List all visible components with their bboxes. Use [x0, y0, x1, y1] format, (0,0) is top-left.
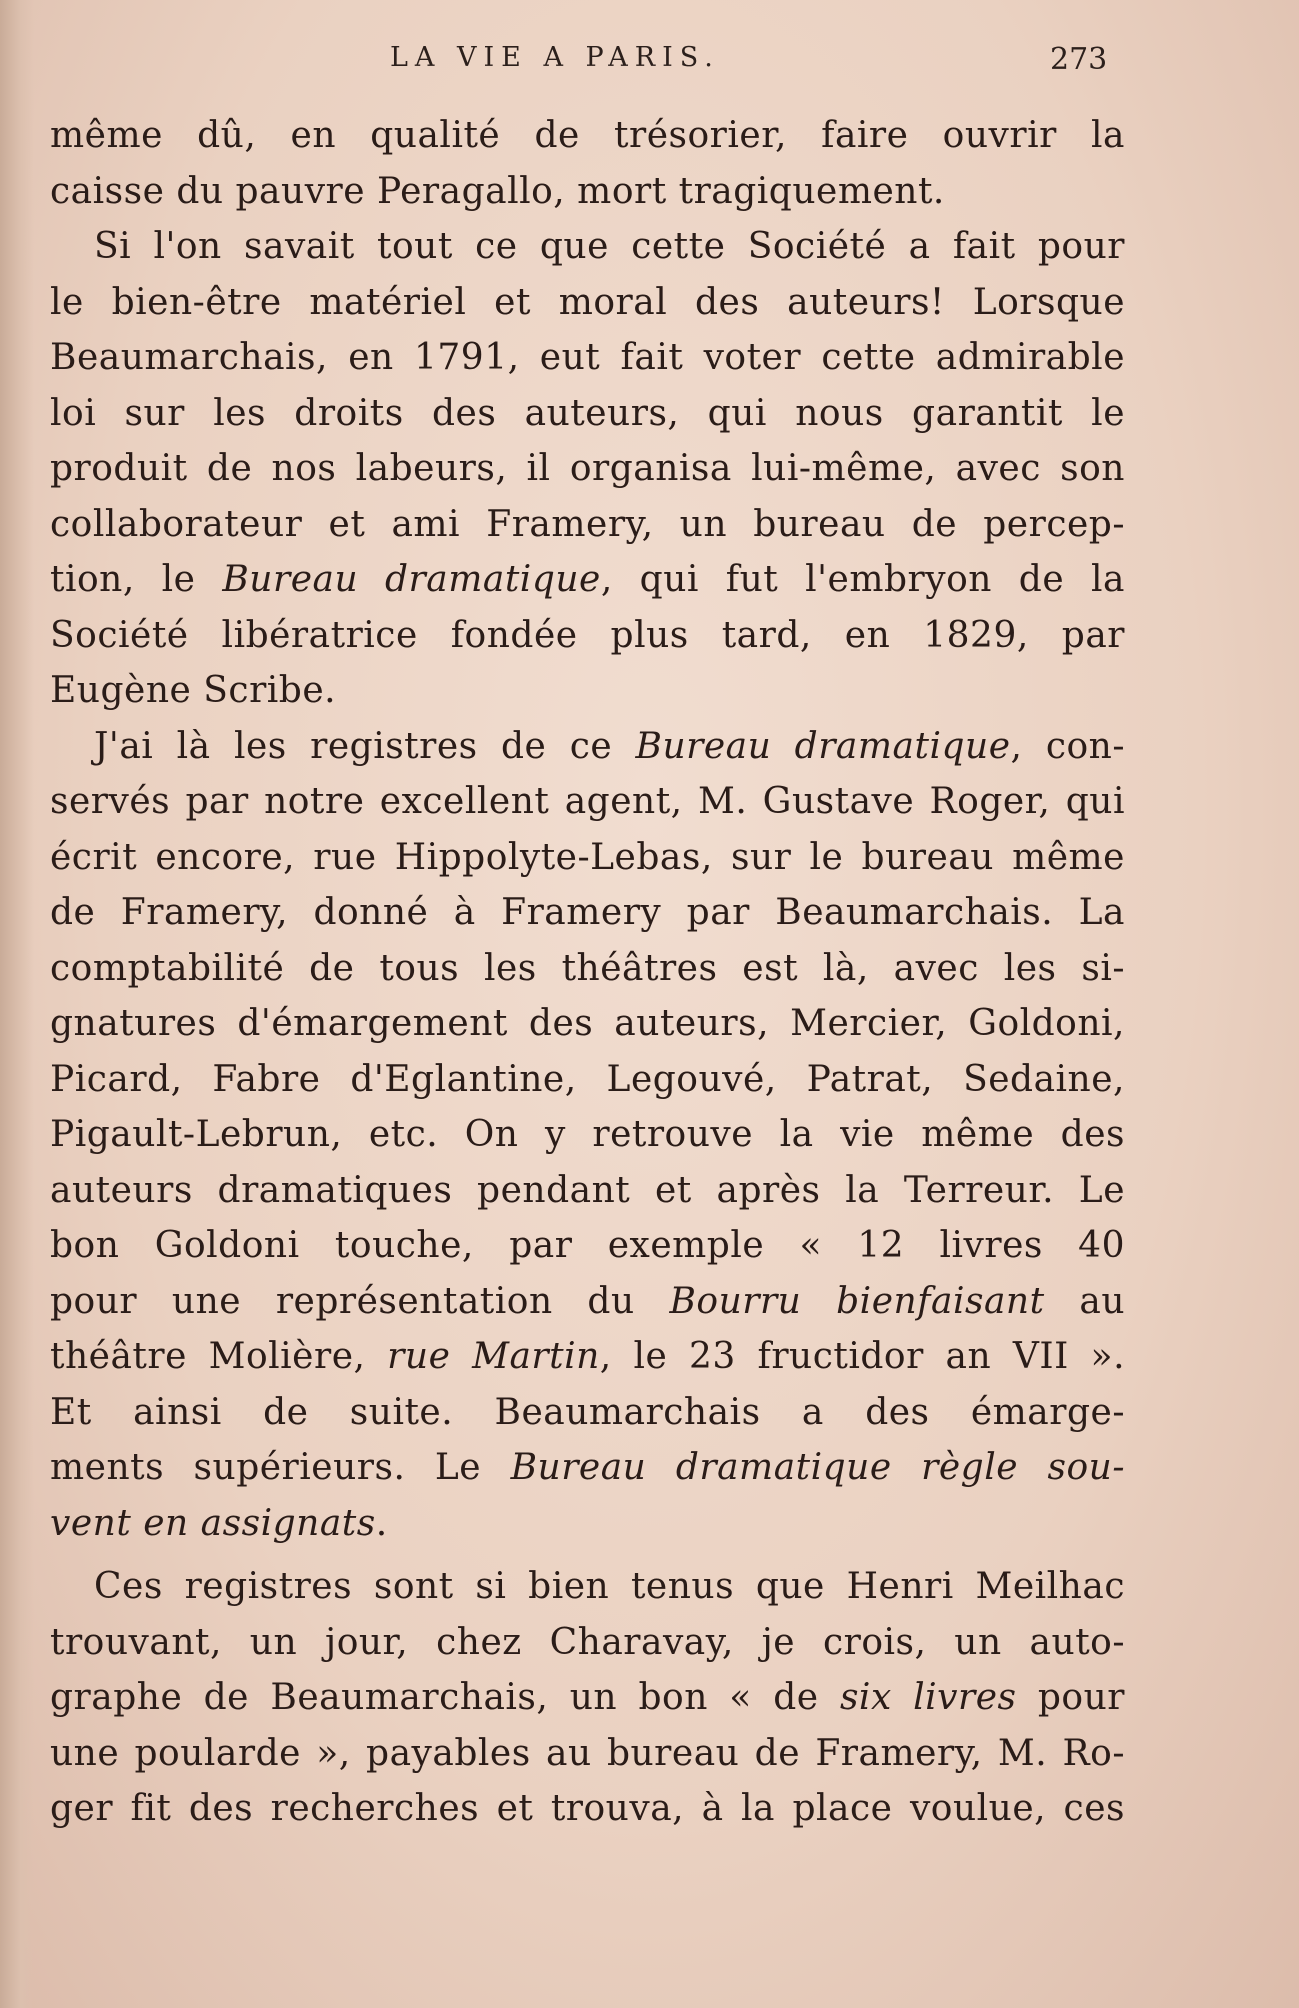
text-line: une poularde », payables au bureau de Framery, M. Ro- [50, 1732, 1125, 1774]
page-gutter-shadow [0, 0, 34, 2008]
line-segment: pour une représentation du [50, 1280, 670, 1322]
line-segment: J'ai là les registres de ce [94, 725, 636, 767]
line-segment: , qui fut l'embryon de la [600, 559, 1125, 600]
text-line: Si l'on savait tout ce que cette Société a fait pour [94, 226, 1125, 267]
text-line: Picard, Fabre d'Eglantine, Legouvé, Patrat, Sedaine, [50, 1058, 1125, 1100]
paragraph-gap [50, 1551, 1125, 1559]
body-text [50, 108, 1125, 1837]
running-title: LA VIE A PARIS. [390, 42, 720, 73]
text-line: Ces registres sont si bien tenus que Henri Meilhac [94, 1566, 1125, 1607]
italic-title: Bureau dramatique [222, 559, 601, 600]
line-segment: tion, le [50, 559, 223, 600]
italic-phrase: six livres [839, 1677, 1017, 1718]
text-line: auteurs dramatiques pendant et après la Terreur. Le [50, 1169, 1125, 1211]
text-line: Et ainsi de suite. Beaumarchais a des émarge- [50, 1391, 1125, 1433]
text-line [50, 1274, 1125, 1330]
text-line: Société libératrice fondée plus tard, en 1829, par [50, 614, 1125, 656]
text-line: même dû, en qualité de trésorier, faire ouvrir la [50, 115, 1125, 156]
italic-title: Bourru bienfaisant [669, 1280, 1045, 1322]
text-line: écrit encore, rue Hippolyte-Lebas, sur le bureau même [50, 836, 1125, 878]
text-line [50, 1496, 1125, 1552]
text-line [50, 1440, 1125, 1496]
text-line: Eugène Scribe. [50, 670, 337, 711]
text-line [50, 1670, 1125, 1726]
line-segment: ments supérieurs. Le [50, 1447, 511, 1488]
line-segment: , con- [1010, 725, 1125, 767]
italic-phrase: Bureau dramatique règle sou- [510, 1447, 1125, 1488]
line-segment: , le 23 fructidor an VII ». [599, 1336, 1126, 1377]
text-line: comptabilité de tous les théâtres est là, avec les si- [50, 947, 1125, 989]
text-line [50, 719, 1125, 775]
italic-phrase: vent en assignats [50, 1502, 376, 1544]
text-line: gnatures d'émargement des auteurs, Mercier, Goldoni, [50, 1003, 1125, 1044]
line-segment: graphe de Beaumarchais, un bon « de [50, 1677, 840, 1718]
text-line: ger fit des recherches et trouva, à la place voulue, ces [50, 1788, 1125, 1829]
text-line: caisse du pauvre Peragallo, mort tragiquement. [50, 170, 945, 212]
line-segment: pour [1016, 1677, 1126, 1718]
text-line: le bien-être matériel et moral des auteurs! Lorsque [50, 281, 1125, 323]
line-segment: au [1044, 1280, 1126, 1322]
text-line [50, 552, 1125, 608]
line-segment: . [375, 1502, 388, 1544]
italic-street: rue Martin [387, 1336, 600, 1377]
text-line: Pigault-Lebrun, etc. On y retrouve la vie même des [50, 1114, 1125, 1155]
text-line: trouvant, un jour, chez Charavay, je crois, un auto- [50, 1621, 1125, 1663]
text-line: de Framery, donné à Framery par Beaumarchais. La [50, 892, 1125, 933]
page-number: 273 [1050, 42, 1108, 77]
text-line: collaborateur et ami Framery, un bureau de percep- [50, 503, 1125, 545]
running-head [0, 42, 1299, 82]
text-line: servés par notre excellent agent, M. Gustave Roger, qui [50, 781, 1125, 822]
text-line [50, 1329, 1125, 1385]
text-line: produit de nos labeurs, il organisa lui-même, avec son [50, 448, 1125, 489]
line-segment: théâtre Molière, [50, 1336, 388, 1377]
italic-title: Bureau dramatique [635, 725, 1011, 767]
text-line: Beaumarchais, en 1791, eut fait voter cette admirable [50, 337, 1125, 378]
text-line: loi sur les droits des auteurs, qui nous garantit le [50, 392, 1125, 434]
text-line: bon Goldoni touche, par exemple « 12 livres 40 [50, 1225, 1125, 1266]
